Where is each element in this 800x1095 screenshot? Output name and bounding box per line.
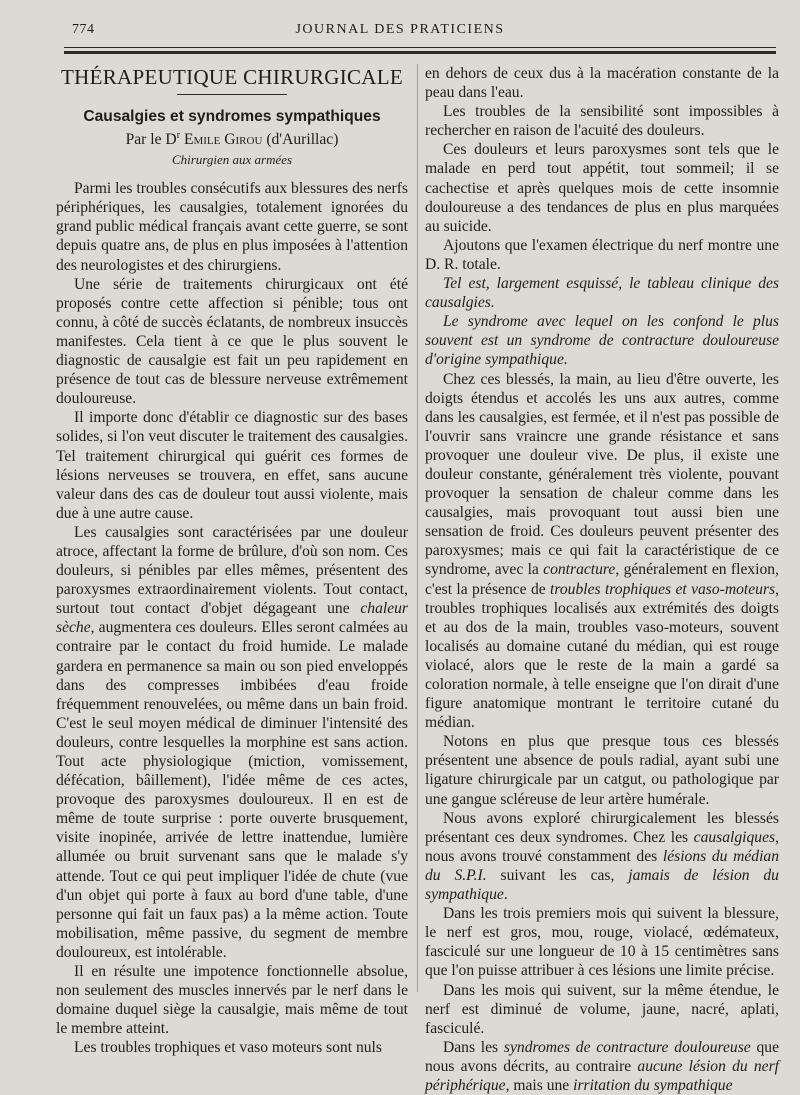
paragraph: Dans les mois qui suivent, sur la même étendue, le nerf est diminué de volume, jaune, nacré, aplati, fasciculé.	[425, 981, 779, 1037]
paragraph-italic: Tel est, largement esquissé, le tableau clinique des causalgies.	[425, 275, 779, 312]
text-run: Dans les	[443, 1038, 504, 1056]
column-separator	[417, 64, 418, 992]
right-column	[425, 64, 779, 1095]
paragraph: Il importe donc d'établir ce diagnostic sur des bases solides, si l'on veut discuter le traitement des causalgies. Tel traitement chirurgical qui guérit ces formes de lésions nerveuses se trouvera, en effet, sans aucune valeur dans des cas de douleur tout aussi violente, mais due à une autre cause.	[56, 409, 408, 522]
paragraph: Il en résulte une impotence fonctionnelle absolue, non seulement des muscles innervés par le nerf dans le domaine duquel siège la causalgie, mais même de tout le membre atteint.	[56, 963, 408, 1038]
paragraph: Les troubles trophiques et vaso moteurs sont nuls	[74, 1039, 382, 1057]
text-run: , généralement en flexion, c'est la présence de	[425, 561, 779, 598]
byline-sup: r	[176, 130, 181, 141]
paragraph	[425, 809, 779, 904]
text-run: Nous avons exploré chirurgicalement les blessés présentant ces deux syndromes. Chez les	[425, 809, 779, 846]
text-run: , mais une	[505, 1076, 574, 1094]
paragraph	[56, 523, 408, 962]
author-name: Emile Girou	[183, 131, 263, 149]
author-place: (d'Aurillac)	[266, 131, 339, 149]
paragraph: en dehors de ceux dus à la macération constante de la peau dans l'eau.	[425, 65, 779, 102]
journal-title: JOURNAL DES PRATICIENS	[295, 22, 505, 37]
text-run: , nous avons trouvé constamment des	[425, 828, 779, 865]
italic-text: aucune lésion du nerf périphérique	[425, 1057, 780, 1094]
header-rule-thin	[64, 47, 776, 48]
paragraph: Dans les trois premiers mois qui suivent la blessure, le nerf est gros, mou, rouge, violacé, œdémateux, fasciculé sur une longueur de 10 à 15 centimètres sans que l'on puisse attribuer à ces lésions une limite précise.	[425, 905, 779, 980]
paragraph: Une série de traitements chirurgicaux ont été proposés contre cette affection si pénible; tous ont connu, à côté de succès éclatants, de nombreux insuccès manifestes. Cela tient à ce que le plus souvent le diagnostic de causalgie est fait un peu rapidement en présence de tout cas de blessure nerveuse extrêmement douloureuse.	[56, 275, 408, 408]
italic-text: syndromes de contracture douloureuse	[503, 1038, 751, 1056]
left-column	[56, 64, 408, 1058]
header-rule-thick	[64, 51, 776, 54]
paragraph: Les troubles de la sensibilité sont impossibles à rechercher en raison de l'acuité des douleurs.	[425, 103, 779, 140]
section-title-rule	[177, 94, 287, 95]
text-run: , troubles trophiques localisés aux extrémités des doigts et au dos de la main, troubles vaso-moteurs, souvent localisés au domaine cutané du médian, qui est rouge violacé, alors que le reste de la main a gardé sa coloration normale, à telle enseigne que l'on dirait d'une figure anatomique montrant le territoire cutané du médian.	[425, 580, 779, 732]
paragraph: Notons en plus que presque tous ces blessés présentent une absence de pouls radial, ayant subi une ligature chirurgicale par un catgut, ou pathologique par une gangue scléreuse de leur artère humérale.	[425, 733, 779, 808]
italic-text: chaleur sèche	[56, 600, 408, 637]
byline-prefix: Par le D	[125, 131, 177, 149]
paragraph: Ajoutons que l'examen électrique du nerf montre une D. R. totale.	[425, 236, 779, 273]
italic-text: irritation du sympathique	[573, 1076, 733, 1094]
paragraph	[425, 370, 779, 733]
text-run: , augmentera ces douleurs. Elles seront calmées au contraire par le contact du froid humide. Le malade gardera en permanence sa main ou son pied enveloppés dans des compresses imbibées d'eau froide fréquemment renouvelées, ou même dans un bain froid. C'est le seul moyen médical de diminuer l'intensité des douleurs, contre lesquelles la morphine est sans action. Tout acte physiologique (miction, vomissement, défécation, bâillement), l'idée même de ces actes, provoque des paroxysmes douloureux. Il en est de même de toute surprise : porte ouverte brusquement, visite inopinée, arrivée de lettre inattendue, lumière allumée ou bruit survenant sans que le malade s'y attende. Tout ce qui peut impliquer l'idée de chute (vue d'un objet qui porte à faux au bord d'une table, d'une personne qui fait un faux pas) a la même action. Toute mobilisation, même passive, du segment de membre douloureux, est intolérable.	[56, 619, 408, 961]
paragraph	[425, 1038, 779, 1095]
italic-text: contracture	[543, 561, 616, 579]
text-run: .	[503, 886, 508, 904]
paragraph: Parmi les troubles consécutifs aux blessures des nerfs périphériques, les causalgies, totalement ignorées du grand public médical français avant cette guerre, se sont depuis quatre ans, de plus en plus imposées à l'attention des neurologistes et des chirurgiens.	[56, 180, 408, 274]
byline	[56, 126, 408, 149]
section-title: THÉRAPEUTIQUE CHIRURGICALE	[60, 65, 404, 89]
italic-text: causalgiques	[693, 828, 776, 846]
running-header	[0, 22, 800, 44]
italic-text: lésions du médian du S.P.I.	[425, 847, 779, 884]
page-number: 774	[72, 22, 95, 37]
author-role: Chirurgien aux armées	[171, 152, 293, 168]
text-run: suivant les cas,	[486, 866, 629, 884]
article-title: Causalgies et syndromes sympathiques	[83, 108, 381, 125]
paragraph-italic: Le syndrome avec lequel on les confond le plus souvent est un syndrome de contracture douloureuse d'origine sympathique.	[425, 313, 779, 369]
paragraph: Ces douleurs et leurs paroxysmes sont tels que le malade en perd tout appétit, tout sommeil; il se cachectise et après quelques mois de cette insomnie douloureuse a des tendances de plus en plus marquées au suicide.	[425, 141, 779, 235]
italic-text: troubles trophiques et vaso-moteurs	[550, 580, 776, 598]
text-run: que nous avons décrits, au contraire	[425, 1038, 779, 1075]
text-run: Chez ces blessés, la main, au lieu d'être ouverte, les doigts étendus et accolés les uns aux autres, comme dans les causalgies, est fermée, et il n'est pas possible de l'ouvrir sans vraincre une grande résistance et sans provoquer une douleur vive. De plus, il existe une douleur constante, généralement très violente, pouvant provoquer la sensation de chaleur comme dans les causalgies, mais provoquant tout aussi bien une sensation de froid. Ces douleurs peuvent présenter des paroxysmes; mais ce qui fait la caractéristique de ce syndrome, avec la	[425, 370, 779, 579]
text-run: Les causalgies sont caractérisées par une douleur atroce, affectant la forme de brûlure, d'où son nom. Ces douleurs, si pénibles par elles mêmes, présentent des paroxysmes extraordinairement violents. Tout contact, surtout tout contact d'objet dégageant une	[56, 523, 408, 618]
italic-text: jamais de lésion du sympathique	[425, 866, 779, 904]
